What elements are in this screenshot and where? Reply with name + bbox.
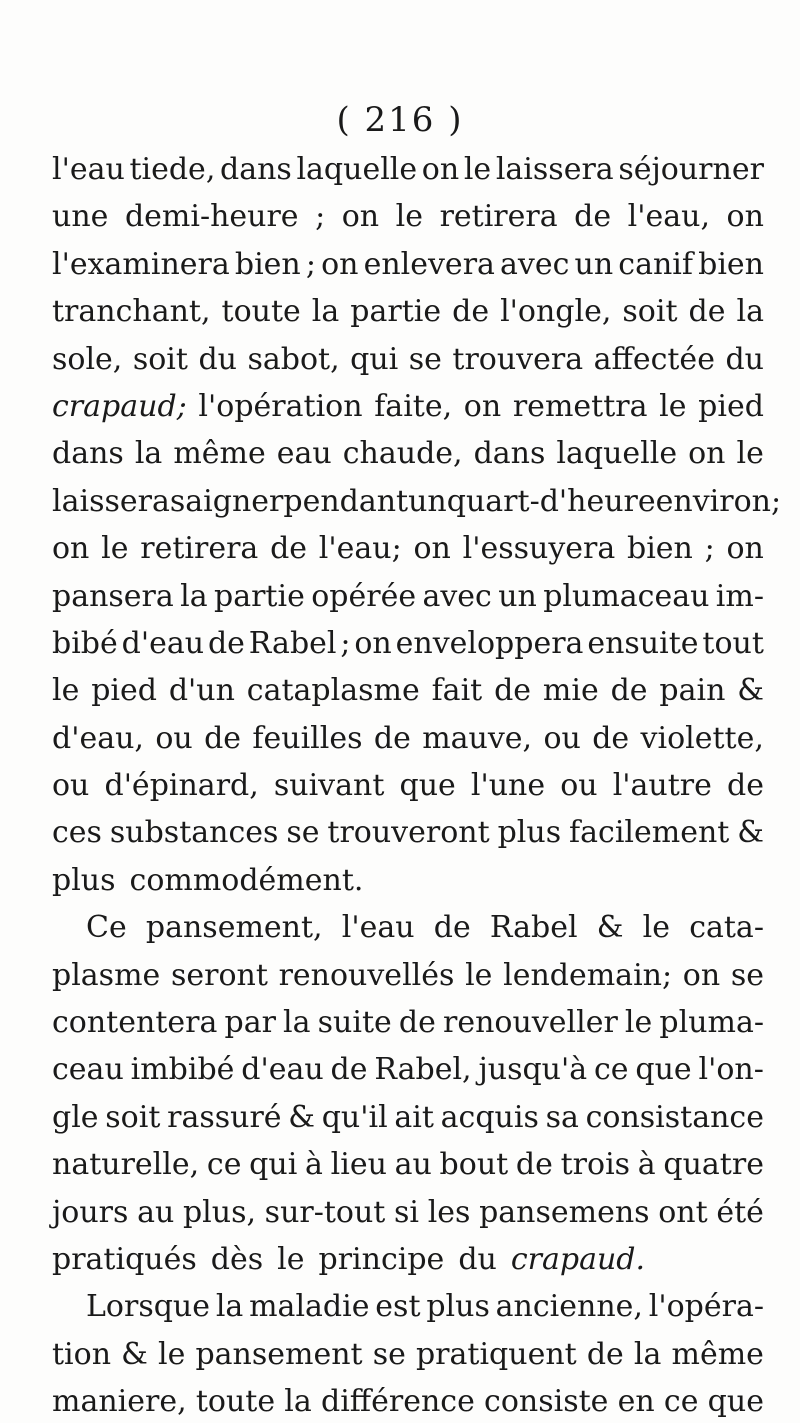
text-line: Lorsque la maladie est plus ancienne, l'opéra- [86,1289,764,1325]
text-line: pratiqués dès le principe du crapaud. [52,1241,646,1277]
text-line: contentera par la suite de renouveller le pluma- [52,1005,764,1041]
text-line: plasme seront renouvellés le lendemain; on se [52,957,764,993]
text-line: l'eau tiede, dans laquelle on le laissera séjourner [52,152,764,187]
text-line: tranchant, toute la partie de l'ongle, soit de la [52,294,764,330]
text-line: pansera la partie opérée avec un plumaceau im- [52,578,764,614]
text-line: d'eau, ou de feuilles de mauve, ou de violette, [52,720,764,756]
text-line: on le retirera de l'eau; on l'essuyera bien ; on [52,531,764,567]
text-line: crapaud; l'opération faite, on remettra le pied [52,388,764,424]
text-line: bibé d'eau de Rabel ; on enveloppera ensuite tout [52,625,764,661]
page-number: ( 216 ) [336,100,464,140]
text-line: dans la même eau chaude, dans laquelle on le [52,436,764,472]
text-line: le pied d'un cataplasme fait de mie de pain & [52,673,764,709]
text-line: ceau imbibé d'eau de Rabel, jusqu'à ce que l'on- [52,1052,764,1088]
body-text [52,146,782,1426]
text-line: maniere, toute la différence consiste en ce que [52,1384,764,1420]
text-line: une demi-heure ; on le retirera de l'eau, on [52,199,764,235]
text-line: sole, soit du sabot, qui se trouvera affectée du [52,341,764,377]
text-line: tion & le pansement se pratiquent de la même [52,1336,764,1372]
text-line: gle soit rassuré & qu'il ait acquis sa consistance [52,1099,764,1135]
text-line: ces substances se trouveront plus facilement & [52,815,764,851]
text-line: plus commodément. [52,862,364,898]
text-line: Ce pansement, l'eau de Rabel & le cata- [86,910,764,946]
text-line: l'examinera bien ; on enlevera avec un canif bien [52,246,764,282]
text-line: ou d'épinard, suivant que l'une ou l'autre de [52,768,764,804]
text-line: laissera saigner pendant un quart-d'heure environ; [52,483,782,519]
text-line: naturelle, ce qui à lieu au bout de trois à quatre [52,1147,764,1183]
text-line: jours au plus, sur-tout si les pansemens ont été [52,1194,764,1230]
